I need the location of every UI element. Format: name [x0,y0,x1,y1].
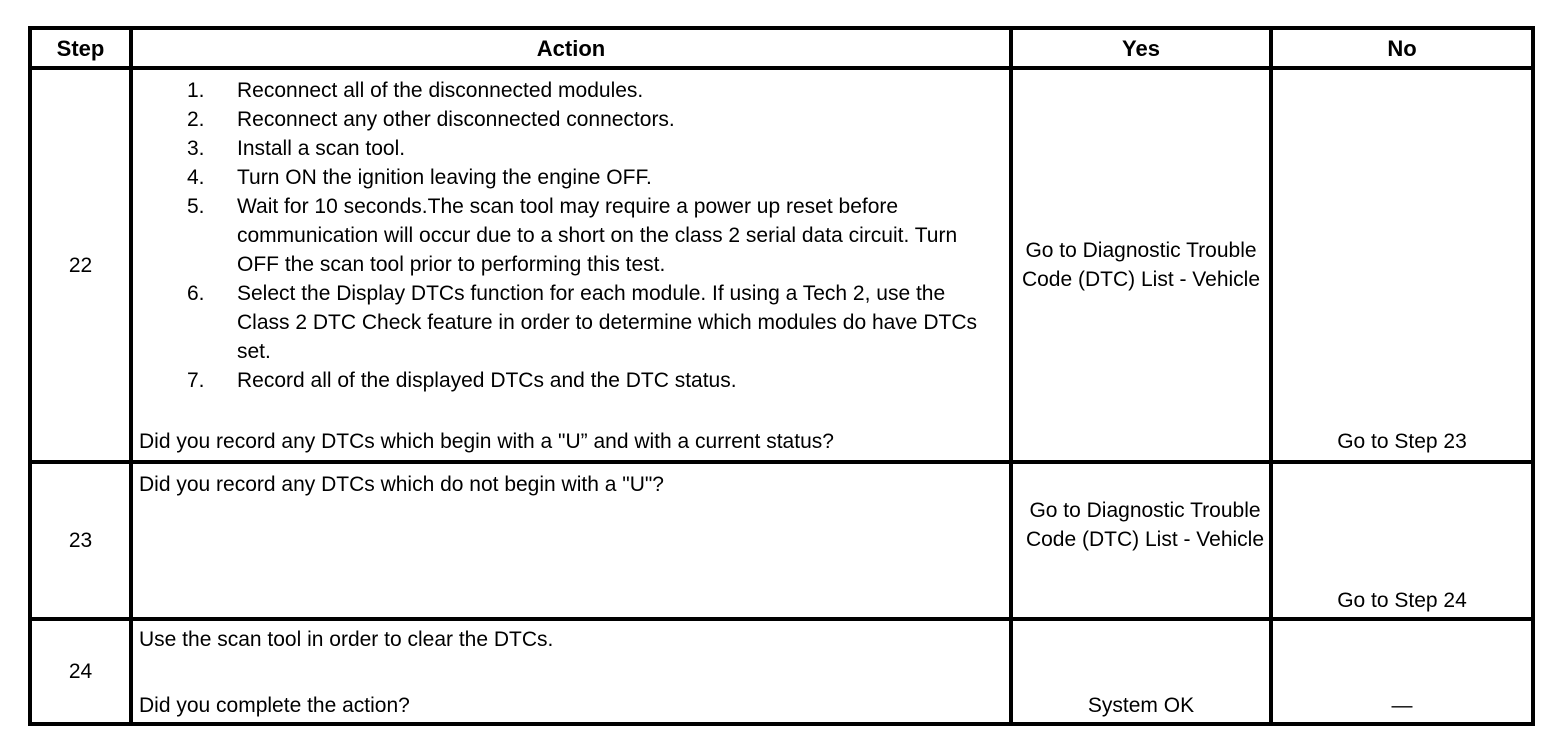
no-link[interactable]: Go to Step 24 [1337,589,1467,612]
yes-link[interactable]: Go to Diagnostic Trouble Code (DTC) List - Vehicle [1025,499,1265,551]
item-number: 4. [187,166,205,189]
list-item [133,366,1009,395]
no-dash: — [1391,694,1413,717]
list-item [133,192,1009,279]
item-text: Reconnect any other disconnected connectors. [237,108,675,131]
header-yes: Yes [1011,28,1271,68]
list-item [133,105,1009,134]
diagnostic-table [28,26,1535,726]
table-row [30,68,1533,462]
no-cell [1271,68,1533,462]
item-number: 6. [187,282,205,305]
item-number: 1. [187,79,205,102]
question-text: Did you complete the action? [139,694,410,717]
action-cell [131,619,1011,724]
item-text: Reconnect all of the disconnected modules. [237,79,644,102]
yes-cell [1011,68,1271,462]
list-item [133,76,1009,105]
list-item [133,163,1009,192]
action-steps-list [133,76,1009,395]
item-number: 2. [187,108,205,131]
table-row [30,619,1533,724]
step-number: 24 [30,619,131,724]
item-text: Wait for 10 seconds.The scan tool may require a power up reset before communication will occur due to a short on the class 2 serial data circuit. Turn OFF the scan tool prior to performing this test. [237,195,958,276]
header-step: Step [30,28,131,68]
action-cell [131,68,1011,462]
yes-cell [1011,619,1271,724]
list-item [133,134,1009,163]
question-text: Did you record any DTCs which begin with a "U” and with a current status? [139,430,834,453]
instruction-text: Use the scan tool in order to clear the DTCs. [139,628,554,651]
header-action: Action [131,28,1011,68]
item-text: Install a scan tool. [237,137,406,160]
step-number: 23 [30,462,131,619]
yes-cell [1011,462,1271,619]
no-cell [1271,619,1533,724]
question-text: Did you record any DTCs which do not begin with a "U"? [139,473,664,496]
yes-result: System OK [1087,694,1195,717]
header-no: No [1271,28,1533,68]
item-text: Turn ON the ignition leaving the engine OFF. [237,166,652,189]
yes-link[interactable]: Go to Diagnostic Trouble Code (DTC) List - Vehicle [1021,239,1261,291]
header-row [30,28,1533,68]
item-number: 3. [187,137,205,160]
table-row [30,462,1533,619]
step-number: 22 [30,68,131,462]
item-text: Select the Display DTCs function for each module. If using a Tech 2, use the Class 2 DTC Check feature in order to determine which modules do have DTCs set. [237,282,977,363]
no-cell [1271,462,1533,619]
action-cell [131,462,1011,619]
item-number: 7. [187,369,205,392]
item-text: Record all of the displayed DTCs and the DTC status. [237,369,737,392]
list-item [133,279,1009,366]
no-link[interactable]: Go to Step 23 [1337,430,1467,453]
item-number: 5. [187,195,205,218]
